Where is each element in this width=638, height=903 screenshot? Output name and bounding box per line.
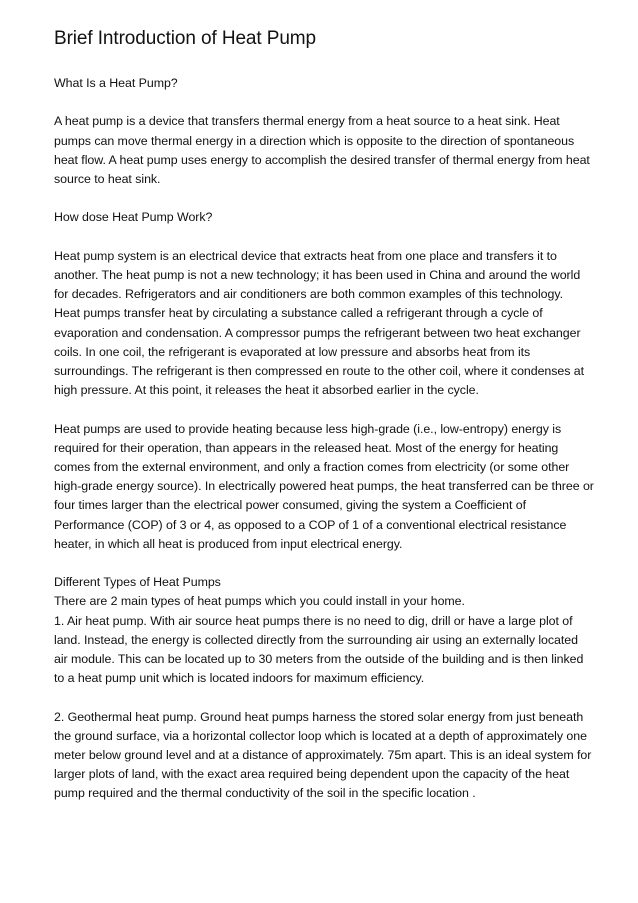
paragraph-spacer: [54, 93, 594, 112]
paragraph-spacer: [54, 400, 594, 419]
paragraph-spacer: [54, 228, 594, 247]
paragraph-spacer: [54, 189, 594, 208]
document-page: [54, 26, 594, 804]
section-heading-how-it-works: How dose Heat Pump Work?: [54, 210, 213, 225]
paragraph-what-is: A heat pump is a device that transfers thermal energy from a heat source to a heat sink. Heat pumps can move thermal energy in a direction which is opposite to the direction of spontaneous heat flow. A heat pump uses energy to accomplish the desired transfer of thermal energy from heat source to heat sink.: [54, 114, 590, 186]
section-heading-what-is: What Is a Heat Pump?: [54, 76, 178, 90]
paragraph-type-geothermal: 2. Geothermal heat pump. Ground heat pumps harness the stored solar energy from just beneath the ground surface, via a horizontal collector loop which is located at a depth of approximately one meter below ground level and at a distance of approximately. 75m apart. This is an ideal system for larger plots of land, with the exact area required being dependent upon the capacity of the heat pump required and the thermal conductivity of the soil in the specific location .: [54, 709, 592, 801]
paragraph-spacer: [54, 554, 594, 573]
paragraph-types-intro: There are 2 main types of heat pumps which you could install in your home.: [54, 594, 465, 609]
paragraph-type-air: 1. Air heat pump. With air source heat pumps there is no need to dig, drill or have a large plot of land. Instead, the energy is collected directly from the surrounding air using an externally located air module. This can be located up to 30 meters from the outside of the building and is then linked to a heat pump unit which is located indoors for maximum efficiency.: [54, 613, 584, 686]
paragraph-how-3: Heat pumps are used to provide heating because less high-grade (i.e., low-entropy) energy is required for their operation, than appears in the released heat. Most of the energy for heating comes from the external environment, and only a fraction comes from electricity (or some other high-grade energy source). In electrically powered heat pumps, the heat transferred can be three or four times larger than the electrical power consumed, giving the system a Coefficient of Performance (COP) of 3 or 4, as opposed to a COP of 1 of a conventional electrical resistance heater, in which all heat is produced from input electrical energy.: [54, 421, 594, 551]
paragraph-how-1: Heat pump system is an electrical device that extracts heat from one place and transfers it to another. The heat pump is not a new technology; it has been used in China and around the world for decades. Refrigerators and air conditioners are both common examples of this technology.: [54, 248, 581, 302]
document-title: Brief Introduction of Heat Pump: [54, 28, 316, 49]
paragraph-how-2: Heat pumps transfer heat by circulating a substance called a refrigerant through a cycle of evaporation and condensation. A compressor pumps the refrigerant between two heat exchanger coils. In one coil, the refrigerant is evaporated at low pressure and absorbs heat from its surroundings. The refrigerant is then compressed en route to the other coil, where it condenses at high pressure. At this point, it releases the heat it absorbed earlier in the cycle.: [54, 306, 585, 398]
section-heading-types: Different Types of Heat Pumps: [54, 575, 221, 590]
paragraph-spacer: [54, 688, 594, 707]
